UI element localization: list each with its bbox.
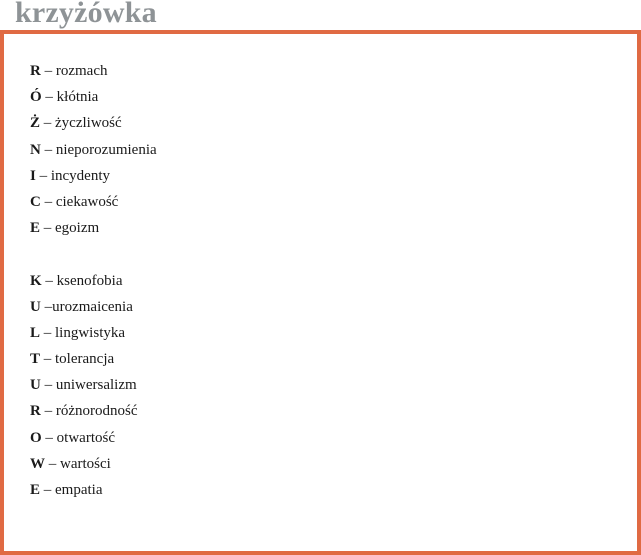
entry-text: – różnorodność xyxy=(40,403,138,420)
list-item xyxy=(30,294,157,320)
entry-letter: E xyxy=(30,220,41,237)
entry-text: – rozmach xyxy=(40,63,108,79)
entry-text: – ciekawość xyxy=(40,193,119,210)
entry-text: – incydenty xyxy=(35,167,110,184)
entry-letter: O xyxy=(30,429,42,446)
entry-text: – otwartość xyxy=(41,429,115,446)
entry-text: –urozmaicenia xyxy=(40,298,133,315)
entry-text: – uniwersalizm xyxy=(40,377,137,394)
entry-text: – tolerancja xyxy=(40,351,115,368)
entry-letter: U xyxy=(30,298,41,315)
entry-text: – wartości xyxy=(45,455,111,472)
entry-letter: U xyxy=(30,377,41,394)
entry-text: – ksenofobia xyxy=(41,272,123,289)
entry-letter: Ó xyxy=(30,89,42,106)
crossword-answers-frame xyxy=(0,30,641,555)
list-item xyxy=(30,110,157,136)
entry-text: – kłótnia xyxy=(41,89,99,106)
entry-letter: T xyxy=(30,351,41,368)
entry-letter: Ż xyxy=(30,115,41,132)
list-item xyxy=(30,477,157,503)
entry-letter: I xyxy=(30,167,36,184)
list-item xyxy=(30,425,157,451)
list-item xyxy=(30,215,157,241)
list-item xyxy=(30,268,157,294)
list-item xyxy=(30,346,157,372)
entry-text: – nieporozumienia xyxy=(40,141,157,158)
entry-text: – lingwistyka xyxy=(40,324,126,341)
list-item xyxy=(30,58,157,84)
entry-letter: R xyxy=(30,403,41,420)
list-item xyxy=(30,451,157,477)
answers-list xyxy=(30,58,157,503)
page-title: krzyżówka xyxy=(15,0,157,29)
entry-letter: C xyxy=(30,193,41,210)
entry-letter: K xyxy=(30,272,42,289)
entry-letter: N xyxy=(30,141,41,158)
list-item xyxy=(30,398,157,424)
entry-text: – życzliwość xyxy=(40,115,122,132)
list-item xyxy=(30,163,157,189)
entry-letter: W xyxy=(30,455,45,472)
entry-text: – empatia xyxy=(40,482,103,498)
list-item xyxy=(30,137,157,163)
entry-letter: R xyxy=(30,63,41,79)
list-item xyxy=(30,372,157,398)
entry-letter: E xyxy=(30,482,41,498)
list-item xyxy=(30,84,157,110)
list-item xyxy=(30,320,157,346)
entry-letter: L xyxy=(30,324,41,341)
list-item xyxy=(30,189,157,215)
entry-text: – egoizm xyxy=(40,220,100,237)
